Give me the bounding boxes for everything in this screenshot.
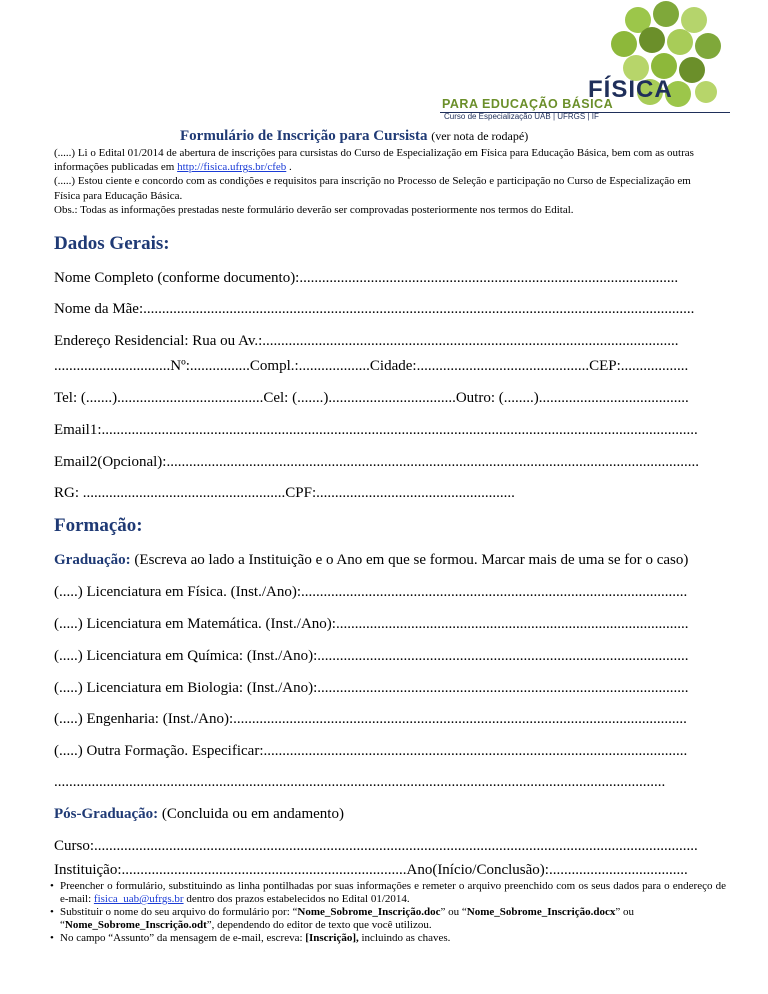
filename-doc: Nome_Sobrome_Inscrição.doc	[297, 906, 441, 918]
intro-obs: Obs.: Todas as informações prestadas neste formulário deverão ser comprovadas posteriormente nos termos do Edital.	[54, 203, 574, 216]
logo-caption: Curso de Especialização UAB | UFRGS | IF	[444, 112, 599, 121]
footnote-2-sep1: ” ou “	[440, 906, 467, 918]
field-email2[interactable]: Email2(Opcional):..............................................................................................................................................	[54, 454, 699, 470]
filename-odt: Nome_Sobrome_Inscrição.odt	[64, 919, 207, 931]
form-title-text: Formulário de Inscrição para Cursista	[180, 128, 428, 144]
footnote-3	[50, 932, 726, 945]
intro-link[interactable]: http://fisica.ufrgs.br/cfeb	[177, 161, 287, 174]
field-mae[interactable]: Nome da Mãe:...................................................................................................................................................	[54, 301, 695, 317]
intro-declaration-2: (.....) Estou ciente e concordo com as condições e requisitos para inscrição no Processo de Seleção e participação no Curso de Especialização em Física para Educação Básica.	[54, 175, 691, 202]
option-biologia[interactable]: (.....) Licenciatura em Biologia: (Inst./Ano):...................................................................................................	[54, 680, 689, 696]
footnote-2	[50, 906, 726, 932]
section-heading-dados: Dados Gerais:	[54, 233, 170, 254]
footnote-3-text: No campo “Assunto” da mensagem de e-mail, escreva:	[60, 932, 306, 944]
logo-subtitle: PARA EDUCAÇÃO BÁSICA	[442, 97, 614, 111]
footnote-2-sep2: ” ou “	[60, 906, 634, 931]
form-title	[180, 128, 528, 145]
section-heading-formacao: Formação:	[54, 515, 143, 536]
field-endereco-detalhes[interactable]: ...............................Nº:................Compl.:...................Cidade:..............................................CEP:..................	[54, 358, 689, 374]
option-outra[interactable]: (.....) Outra Formação. Especificar:.................................................................................................................	[54, 743, 688, 759]
intro-block	[54, 146, 718, 217]
field-nome[interactable]: Nome Completo (conforme documento):.....................................................................................................	[54, 270, 679, 286]
pos-graduacao-text: (Concluida ou em andamento)	[158, 806, 344, 822]
email-link[interactable]: fisica_uab@ufrgs.br	[93, 893, 184, 905]
option-outra-continuation[interactable]: ...................................................................................................................................................................	[54, 774, 666, 790]
logo	[440, 0, 730, 120]
filename-docx: Nome_Sobrome_Inscrição.docx	[466, 906, 616, 918]
footnote-list	[50, 880, 726, 945]
footnote-1-text: Preencher o formulário, substituindo as linha pontilhadas por suas informações e remeter o arquivo preenchido com os seus dados para o endereço de e-mail:	[60, 880, 726, 905]
subject-tag: [Inscrição],	[305, 932, 359, 944]
pos-graduacao-label: Pós-Graduação:	[54, 806, 159, 822]
option-engenharia[interactable]: (.....) Engenharia: (Inst./Ano):.........................................................................................................................	[54, 711, 687, 727]
footnote-2-text: Substituir o nome do seu arquivo do formulário por: “	[60, 906, 298, 918]
footnote-2-end: ”, dependendo do editor de texto que você utilizou.	[206, 919, 432, 931]
footnote-1	[50, 880, 726, 906]
intro-declaration-1	[54, 146, 718, 174]
intro-1-text: (.....) Li o Edital 01/2014 de abertura de inscrições para cursistas do Curso de Especialização em Física para Educação Básica, bem com as outras informações publicadas em	[54, 147, 694, 174]
field-email1[interactable]: Email1:...............................................................................................................................................................	[54, 422, 698, 438]
option-matematica[interactable]: (.....) Licenciatura em Matemática. (Inst./Ano):..............................................................................................	[54, 616, 689, 632]
field-rg-cpf[interactable]: RG: ......................................................CPF:.....................................................	[54, 485, 515, 501]
field-telefones[interactable]: Tel: (.......).......................................Cel: (.......)..................................Outro: (........)........................................	[54, 390, 689, 406]
footnote-1-end: dentro dos prazos estabelecidos no Edital 01/2014.	[183, 893, 410, 905]
logo-title: FÍSICA	[588, 76, 673, 103]
option-quimica[interactable]: (.....) Licenciatura em Química: (Inst./Ano):...................................................................................................	[54, 648, 689, 664]
pos-graduacao-heading	[54, 806, 718, 823]
intro-1-end: .	[286, 161, 292, 174]
form-title-note: (ver nota de rodapé)	[431, 129, 529, 143]
graduacao-text: (Escreva ao lado a Instituição e o Ano em que se formou. Marcar mais de uma se for o caso)	[130, 552, 689, 568]
graduacao-label: Graduação:	[54, 552, 131, 568]
option-fisica[interactable]: (.....) Licenciatura em Física. (Inst./Ano):.......................................................................................................	[54, 584, 688, 600]
graduacao-instruction	[54, 552, 718, 569]
field-curso[interactable]: Curso:.................................................................................................................................................................	[54, 838, 698, 854]
field-instituicao-ano[interactable]: Instituição:............................................................................Ano(Início/Conclusão):.....................................	[54, 862, 688, 878]
footnote-3-end: incluindo as chaves.	[358, 932, 451, 944]
field-endereco[interactable]: Endereço Residencial: Rua ou Av.:...............................................................................................................	[54, 333, 679, 349]
